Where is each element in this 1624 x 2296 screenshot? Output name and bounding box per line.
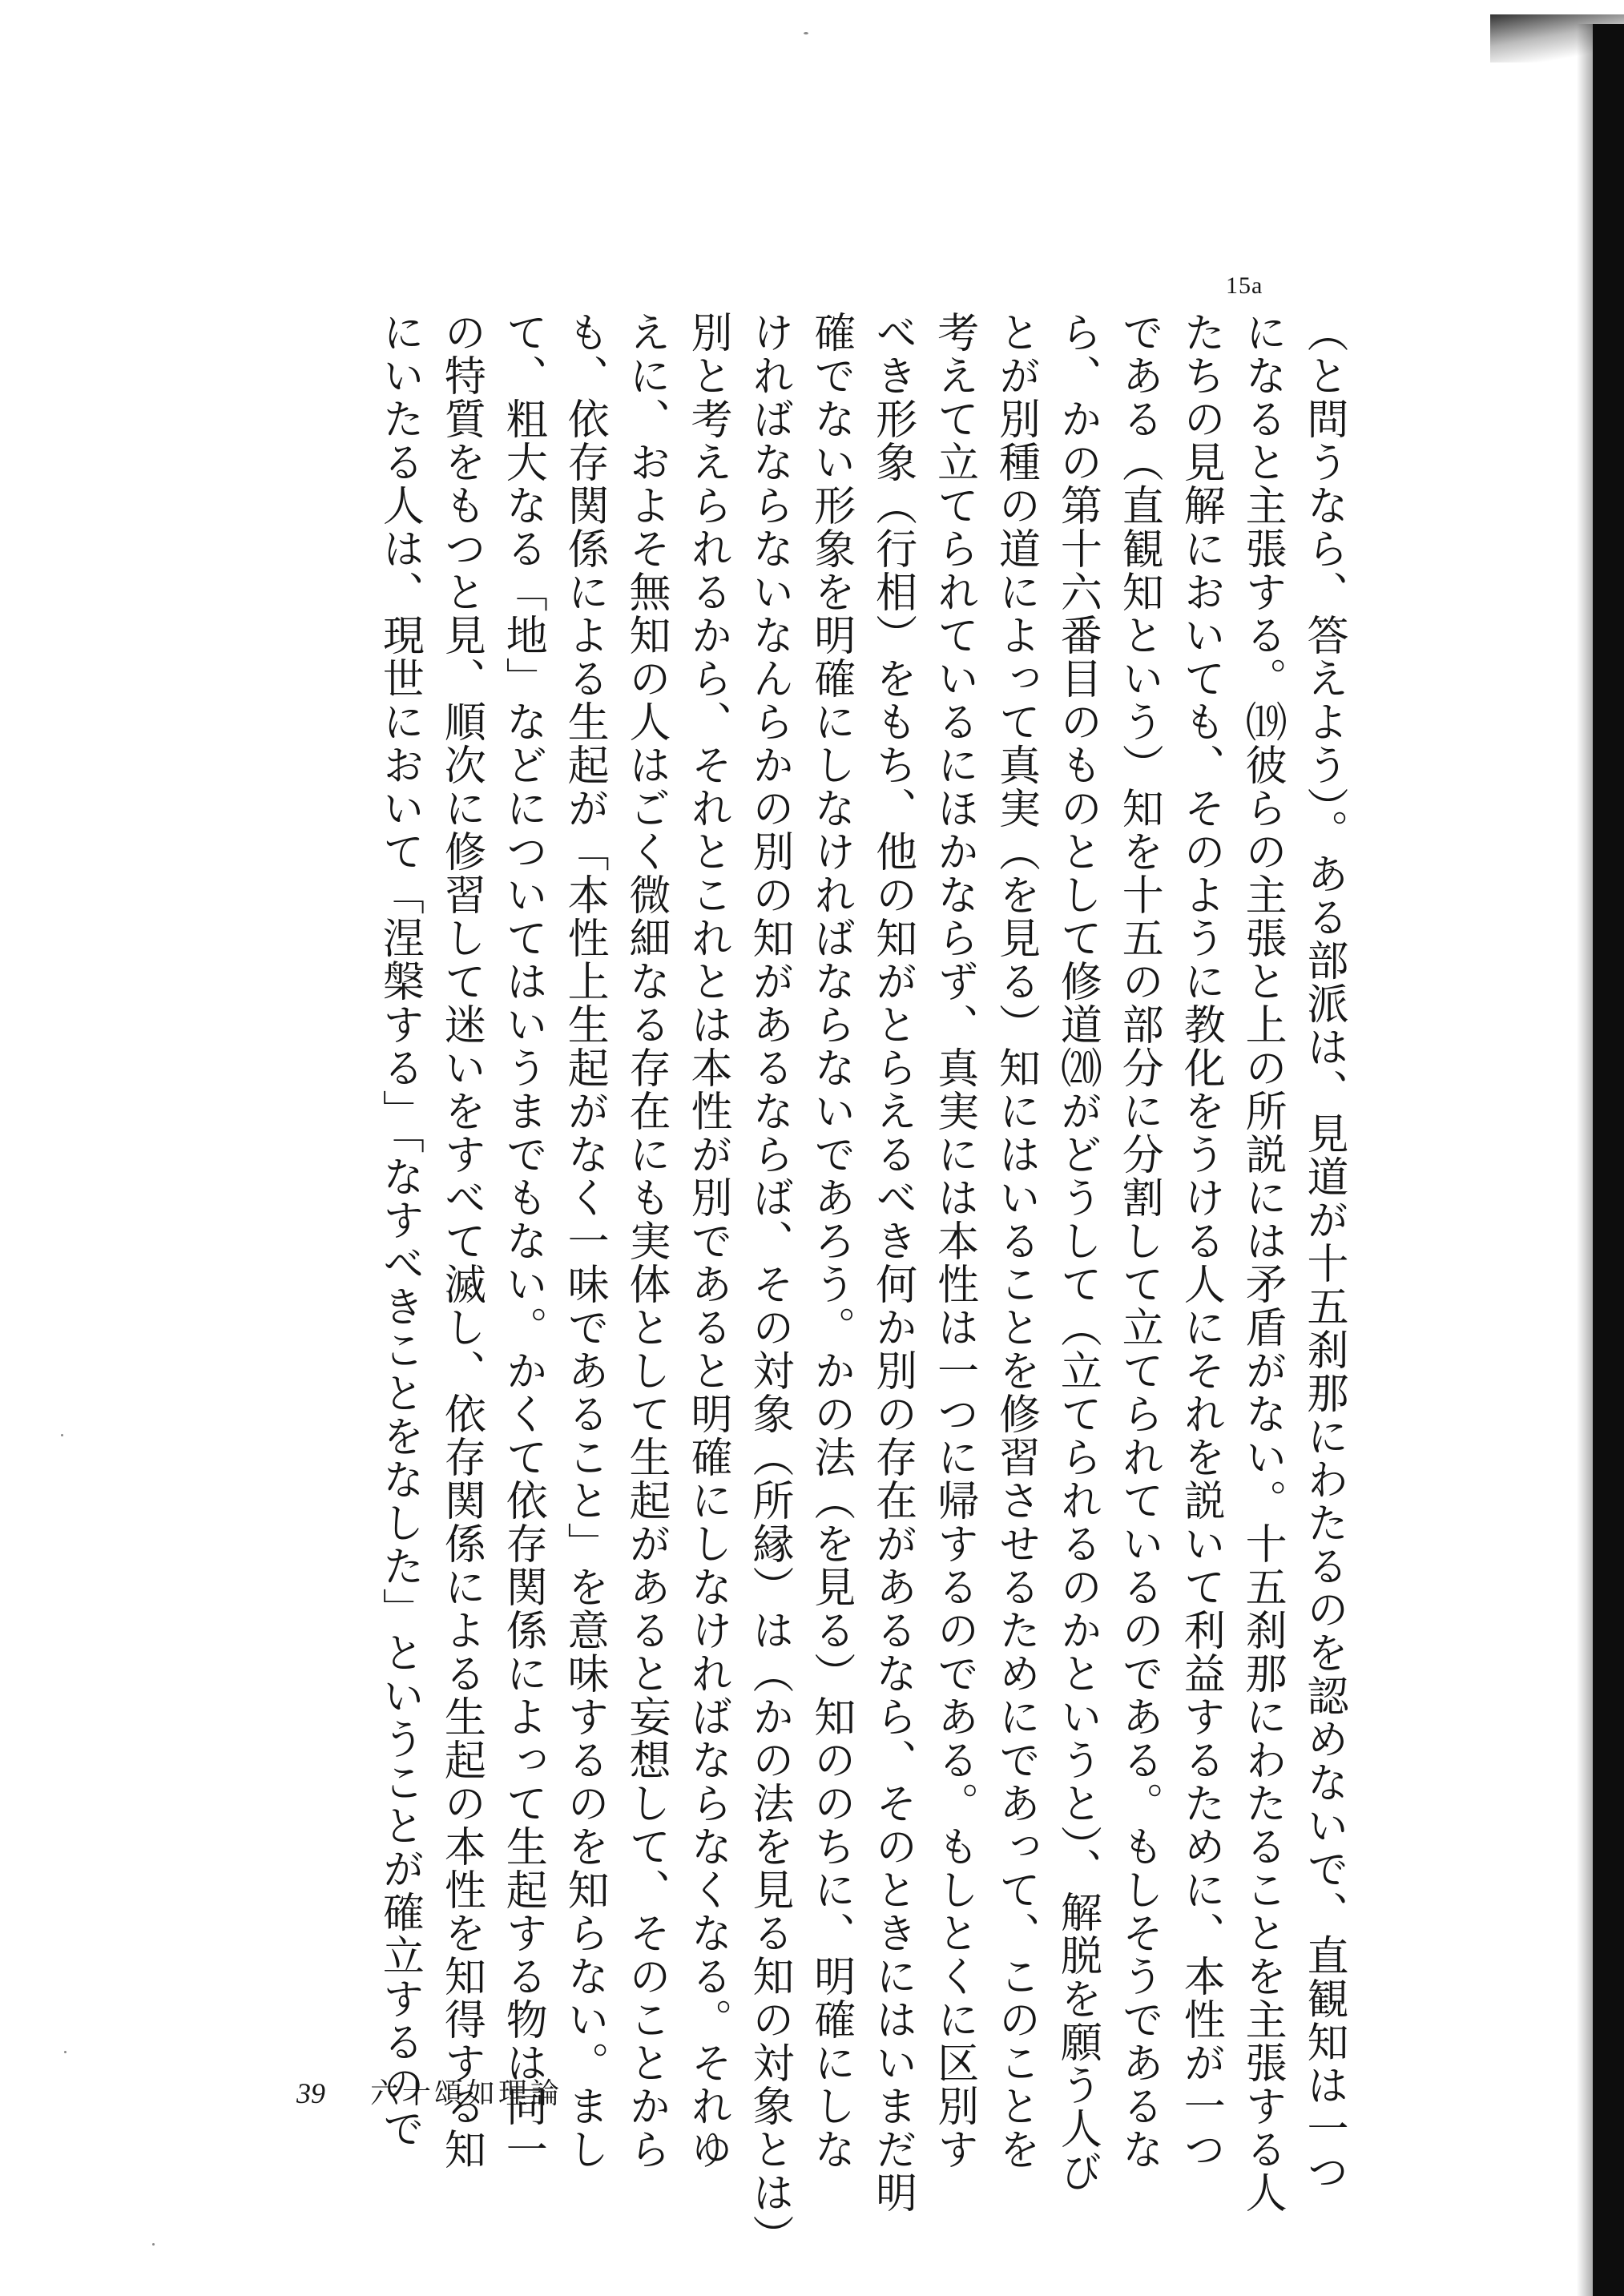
page-number: 39 (296, 2077, 325, 2109)
text-line: たちの見解においても、そのように教化をうける人にそれを説いて利益するために、本性が一つ (1176, 311, 1225, 2171)
running-title: 六十頌如理論 (370, 2077, 563, 2110)
scan-edge-bar (1593, 24, 1624, 2296)
text-line: 確でない形象を明確にしなければならないであろう。かの法（を見る）知ののちに、明確にしな (806, 311, 855, 2171)
text-line: になると主張する。⒆彼らの主張と上の所説には矛盾がない。十五刹那にわたることを主張する人 (1238, 311, 1287, 2214)
text-line: も、依存関係による生起が「本性上生起がなく一味であること」を意味するのを知らない。まし (560, 311, 609, 2171)
page-footer (296, 2071, 562, 2112)
text-line: ければならないなんらかの別の知があるならば、その対象（所縁）は（かの法を見る知の対象とは） (744, 311, 793, 2258)
text-line: ら、かの第十六番目のものとして修道⒇がどうして（立てられるのかというと）、解脱を願う人び (1053, 311, 1102, 2193)
scan-speck (61, 1434, 63, 1436)
scan-speck (152, 2243, 155, 2246)
scan-edge-shadow (1577, 24, 1594, 2296)
text-line: 別と考えられるから、それとこれとは本性が別であると明確にしなければならなくなる。それゆ (683, 311, 731, 2171)
scan-speck (64, 2051, 66, 2053)
body-text (264, 311, 1354, 2258)
text-line: にいたる人は、現世において「涅槃する」「なすべきことをなした」ということが確立するので (375, 311, 424, 2150)
text-line: （と問うなら、答えよう）。ある部派は、見道が十五刹那にわたるのを認めないで、直観知は一つ (1300, 311, 1348, 2193)
text-line: べき形象（行相）をもち、他の知がとらえるべき何か別の存在があるなら、そのときにはいまだ明 (868, 311, 917, 2214)
page-section-marker: 15a (1226, 272, 1263, 299)
scan-speck (804, 32, 808, 34)
text-line: の特質をもつと見、順次に修習して迷いをすべて滅し、依存関係による生起の本性を知得する知 (437, 311, 486, 2171)
text-line: えに、およそ無知の人はごく微細なる存在にも実体として生起があると妄想して、そのことから (622, 311, 671, 2171)
text-line: 考えて立てられているにほかならず、真実には本性は一つに帰するのである。もしとくに区別す (929, 311, 978, 2171)
text-line: である（直観知という）知を十五の部分に分割して立てられているのである。もしそうであるな (1114, 311, 1163, 2171)
text-line: て、粗大なる「地」などについてはいうまでもない。かくて依存関係によって生起する物は同一 (498, 311, 547, 2171)
text-line: とが別種の道によって真実（を見る）知にはいることを修習させるためにであって、このことを (991, 311, 1040, 2171)
